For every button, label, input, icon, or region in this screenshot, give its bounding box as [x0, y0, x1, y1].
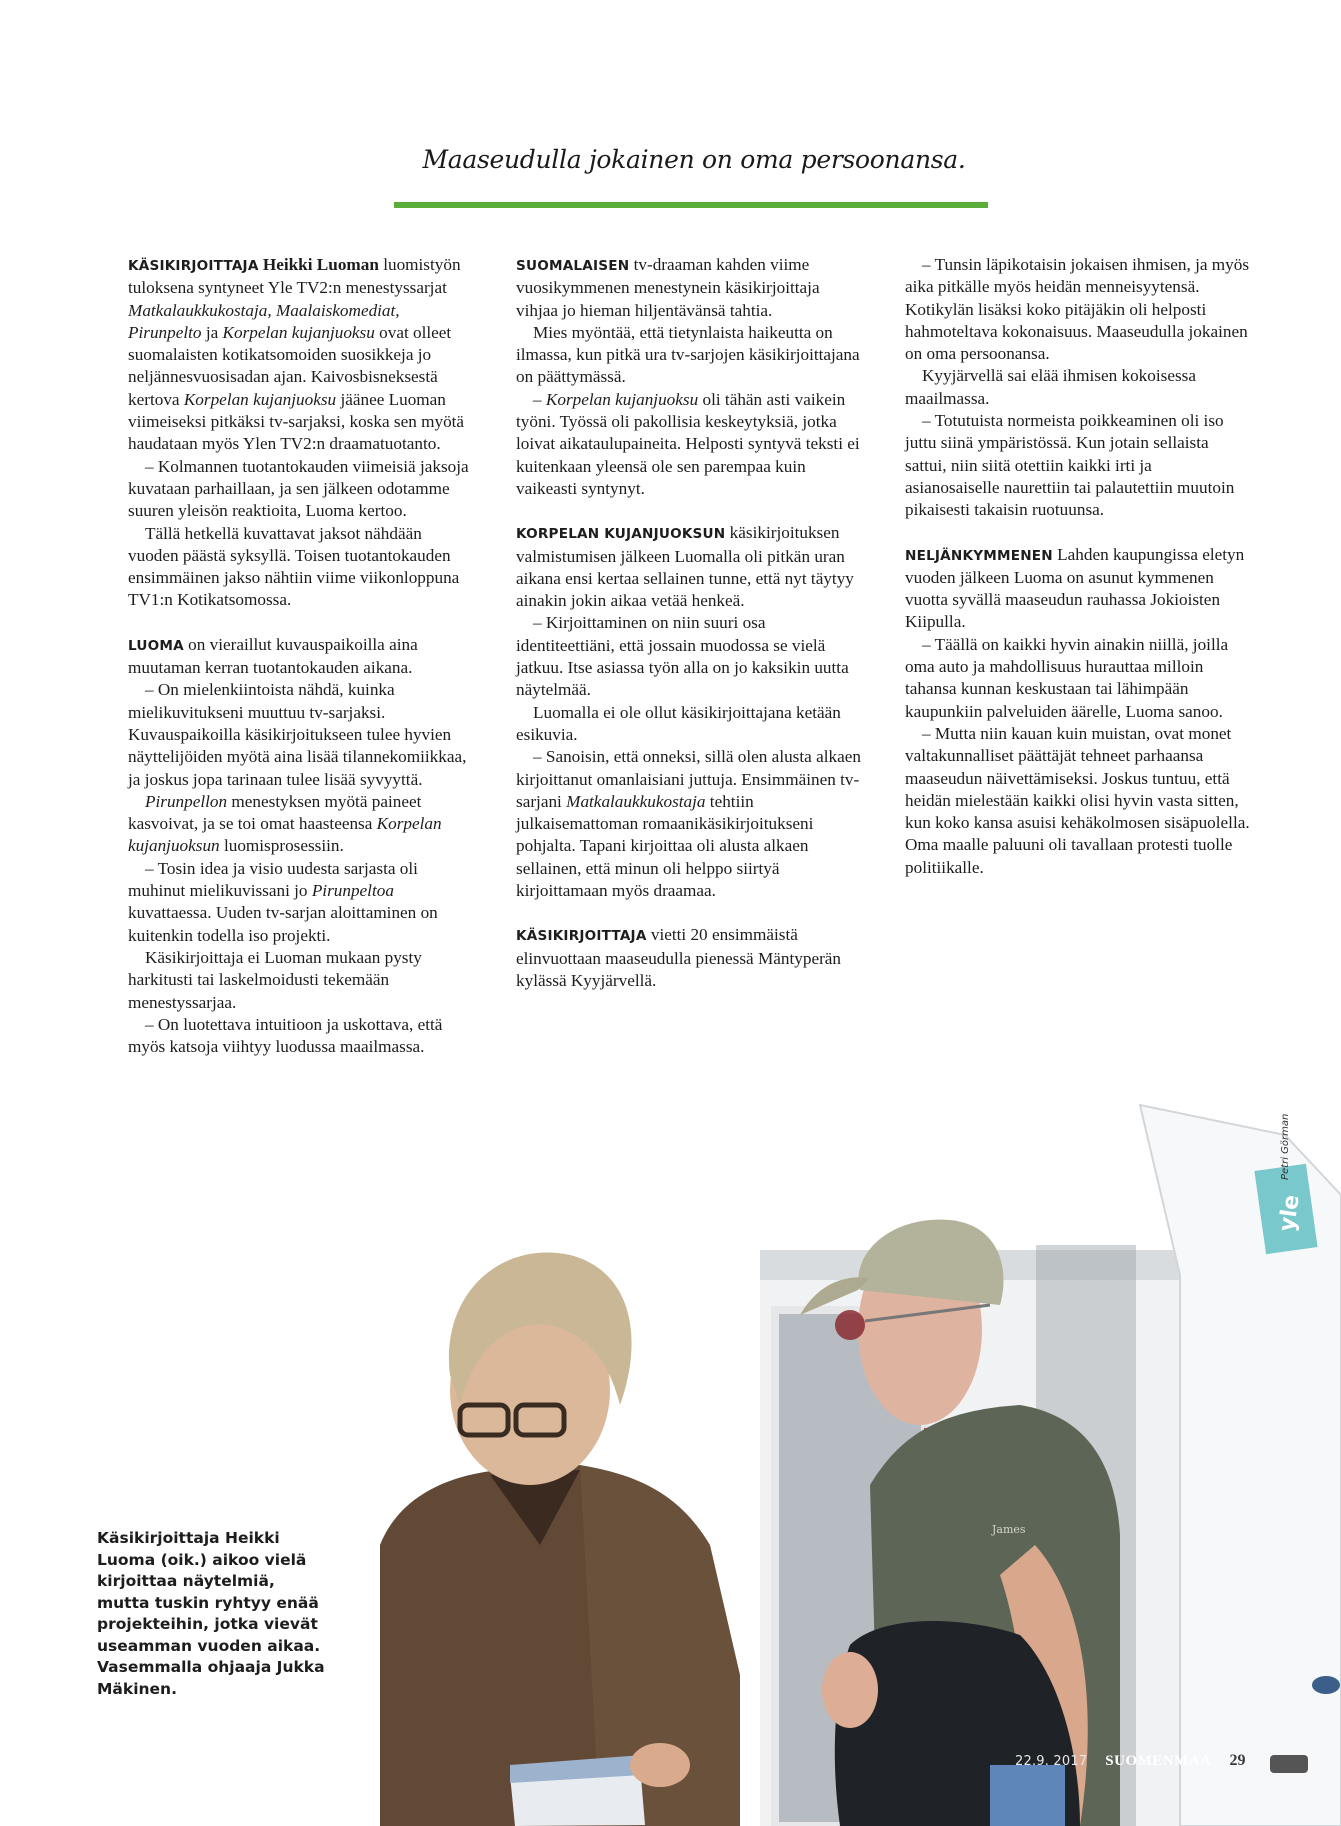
page-footer — [1015, 1752, 1245, 1770]
text: Lahden kaupungissa eletyn vuoden jälkeen Luoma on asunut kymmenen vuotta syvällä maaseudun rauhassa Jokioisten Kiipulla. — [905, 544, 1245, 632]
title-italic: Korpelan kujanjuoksu — [222, 322, 375, 342]
text: ja — [201, 322, 223, 342]
yle-logo-text: yle — [1274, 1193, 1305, 1234]
text: vietti 20 ensimmäistä elinvuottaan maaseudulla pienessä Mäntyperän kylässä Kyyjärvellä. — [516, 925, 842, 990]
magazine-name: SUOMENMAA — [1105, 1753, 1212, 1769]
text: jäänee Luoman viimeiseksi pitkäksi tv-sarjaksi, koska sen myötä haudataan myös Ylen TV2:n draamatuotanto. — [128, 389, 465, 454]
photo-two-men-by-van — [380, 1075, 1341, 1826]
paragraph: – Mutta niin kauan kuin muistan, ovat monet valtakunnalliset päättäjät tehneet parhaansa maaseudun näivettämiseksi. Joskus tuntuu, että heidän mielestään kaikki olisi hyvin vasta sitten, kun koko kansa asuisi kehäkolmosen sisäpuolella. Oma maalle paluuni oli tavallaan protesti tuolle politiikalle. — [905, 723, 1250, 877]
person-left — [380, 1253, 740, 1826]
photo-caption: Käsikirjoittaja Heikki Luoma (oik.) aikoo vielä kirjoittaa näytelmiä, mutta tuskin ryhtyy enää projekteihin, jotka vievät useamman vuoden aikaa. Vasemmalla ohjaaja Jukka Mäkinen. — [97, 1529, 325, 1698]
paragraph: – On luotettava intuitioon ja uskottava, että myös katsoja viihtyy luodussa maailmassa. — [128, 1014, 443, 1057]
page-number: 29 — [1229, 1752, 1246, 1769]
paragraph: – On mielenkiintoista nähdä, kuinka mielikuvitukseni muuttuu tv-sarjaksi. Kuvauspaikoilla käsikirjoitukseen tulee hyvien näyttelijöiden myötä aina lisää tilannekomiikkaa, ja joskus jopa tarinaan tulee lisää syvyyttä. — [128, 680, 467, 789]
paragraph — [128, 858, 473, 947]
text: luomistyön tuloksena syntyneet Yle TV2:n menestyssarjat — [128, 255, 461, 298]
article-column-3 — [905, 254, 1250, 879]
lead-name: Heikki Luoman — [262, 255, 379, 274]
title-italic: Korpelan kujanjuoksu — [183, 389, 337, 409]
paragraph — [516, 389, 861, 500]
paragraph: Luomalla ei ole ollut käsikirjoittajana ketään esikuvia. — [516, 702, 841, 744]
issue-date: 22.9. 2017 — [1015, 1754, 1088, 1769]
paragraph: Kyyjärvellä sai elää ihmisen kokoisessa maailmassa. — [905, 366, 1196, 408]
kicker: KÄSIKIRJOITTAJA — [128, 258, 259, 274]
text: tehtiin julkaisemattoman romaanikäsikirjoitukseni pohjalta. Tapani kirjoittaa oli alusta alkaen sellainen, että minun oli helppo siirtyä kirjoittamaan myös draamaa. — [516, 791, 814, 901]
text: oli tähän asti vaikein työni. Työssä oli pakollisia keskeytyksiä, jotka loivat aikataulupaineita. Helposti syntyvä teksti ei kuitenkaan yleensä ole sen parempaa kuin vaikeasti syntynyt. — [516, 389, 860, 498]
shirt-logo: James — [992, 1523, 1026, 1536]
paragraph — [516, 522, 861, 612]
text: – Sanoisin, että onneksi, sillä olen alusta alkaen kirjoittanut omanlaisiani juttuja. Ensimmäinen tv-sarjani — [516, 747, 861, 811]
text: ovat olleet suomalaisten kotikatsomoiden suosikkeja jo neljännesvuosisadan ajan. Kaivosbisneksestä kertova — [128, 322, 452, 409]
paragraph: – Kirjoittaminen on niin suuri osa identiteettiäni, että jossain muodossa se vielä jatkuu. Itse asiassa työn alla on jo kaksikin uutta näytelmää. — [516, 613, 849, 700]
text: on vieraillut kuvauspaikoilla aina muutaman kerran tuotantokauden aikana. — [128, 634, 418, 678]
paragraph — [905, 544, 1250, 634]
paragraph — [516, 924, 861, 992]
paragraph — [516, 746, 861, 902]
text: – — [533, 389, 546, 409]
paragraph — [128, 254, 473, 456]
photo-credit: Petri Görman — [1280, 1113, 1291, 1180]
text: luomisprosessiin. — [219, 836, 344, 856]
kicker: SUOMALAISEN — [516, 258, 630, 274]
paragraph: Tällä hetkellä kuvattavat jaksot nähdään vuoden päästä syksyllä. Toisen tuotantokauden ensimmäinen jakso nähtiin viime viikonloppuna TV1:n Kotikatsomossa. — [128, 523, 460, 610]
paragraph — [516, 254, 861, 322]
title-italic: Pirunpellon — [145, 791, 228, 811]
kicker: KORPELAN KUJANJUOKSUN — [516, 526, 726, 543]
title-italic: Pirunpeltoa — [311, 881, 394, 901]
paragraph: – Totutuista normeista poikkeaminen oli iso juttu siinä ympäristössä. Kun jotain sellaista sattui, niin siitä otettiin kaikki irti ja asianosaiselle naurettiin tai palautettiin muutoin pikaisesti takaisin ruotuunsa. — [905, 411, 1235, 520]
paragraph: Mies myöntää, että tietynlaista haikeutta on ilmassa, kun pitkä ura tv-sarjojen käsikirjoittajana on päättymässä. — [516, 322, 860, 387]
text: tv-draaman kahden viime vuosikymmenen menestynein käsikirjoittaja vihjaa jo hieman hiljentävänsä tahtia. — [516, 255, 820, 320]
text: – Tosin idea ja visio uudesta sarjasta oli muhinut mielikuvissani jo — [128, 858, 418, 901]
text: käsikirjoituksen valmistumisen jälkeen Luomalla oli pitkän uran aikana ensi kertaa sellainen tunne, että nyt täytyy ainakin jokin aikaa vetää henkeä. — [516, 523, 854, 611]
kicker: LUOMA — [128, 637, 184, 654]
title-italic: Korpelan kujanjuoksu — [545, 389, 699, 409]
paragraph: – Täällä on kaikki hyvin ainakin niillä, joilla oma auto ja mahdollisuus hurauttaa milloin tahansa kunnan keskustaan tai lähimpään kaupunkiin palveluiden äärelle, Luoma sanoo. — [905, 634, 1229, 721]
paragraph — [128, 634, 473, 680]
text: kuvattaessa. Uuden tv-sarjan aloittaminen on kuitenkin todella iso projekti. — [128, 903, 438, 945]
article-column-2 — [516, 254, 861, 992]
pullquote: Maaseudulla jokainen on oma persoonansa. — [422, 145, 966, 174]
title-italic: Matkalaukkukostaja — [566, 791, 706, 811]
kicker: KÄSIKIRJOITTAJA — [516, 928, 647, 945]
paragraph: – Tunsin läpikotaisin jokaisen ihmisen, ja myös aika pitkälle myös heidän menneisyytensä. Kotikylän lisäksi koko pitäjäkin oli helposti hahmoteltava kokonaisuus. Maaseudulla jokainen on oma persoonansa. — [905, 255, 1250, 364]
paragraph: Käsikirjoittaja ei Luoman mukaan pysty harkitusti tai laskelmoidusti tekemään menestyssarjaa. — [128, 947, 422, 1012]
kicker: NELJÄNKYMMENEN — [905, 547, 1053, 564]
title-italic: Matkalaukkukostaja, Maalaiskomediat, Pirunpelto — [128, 300, 400, 342]
paragraph: – Kolmannen tuotantokauden viimeisiä jaksoja kuvataan parhaillaan, ja sen jälkeen odotamme suuren yleisön reaktioita, Luoma kertoo. — [128, 456, 469, 521]
paragraph — [128, 791, 473, 858]
article-column-1 — [128, 254, 473, 1058]
accent-rule — [394, 202, 988, 208]
title-italic: Korpelan kujanjuoksun — [128, 814, 442, 856]
text: menestyksen myötä paineet kasvoivat, ja se toi omat haasteensa — [128, 791, 422, 834]
